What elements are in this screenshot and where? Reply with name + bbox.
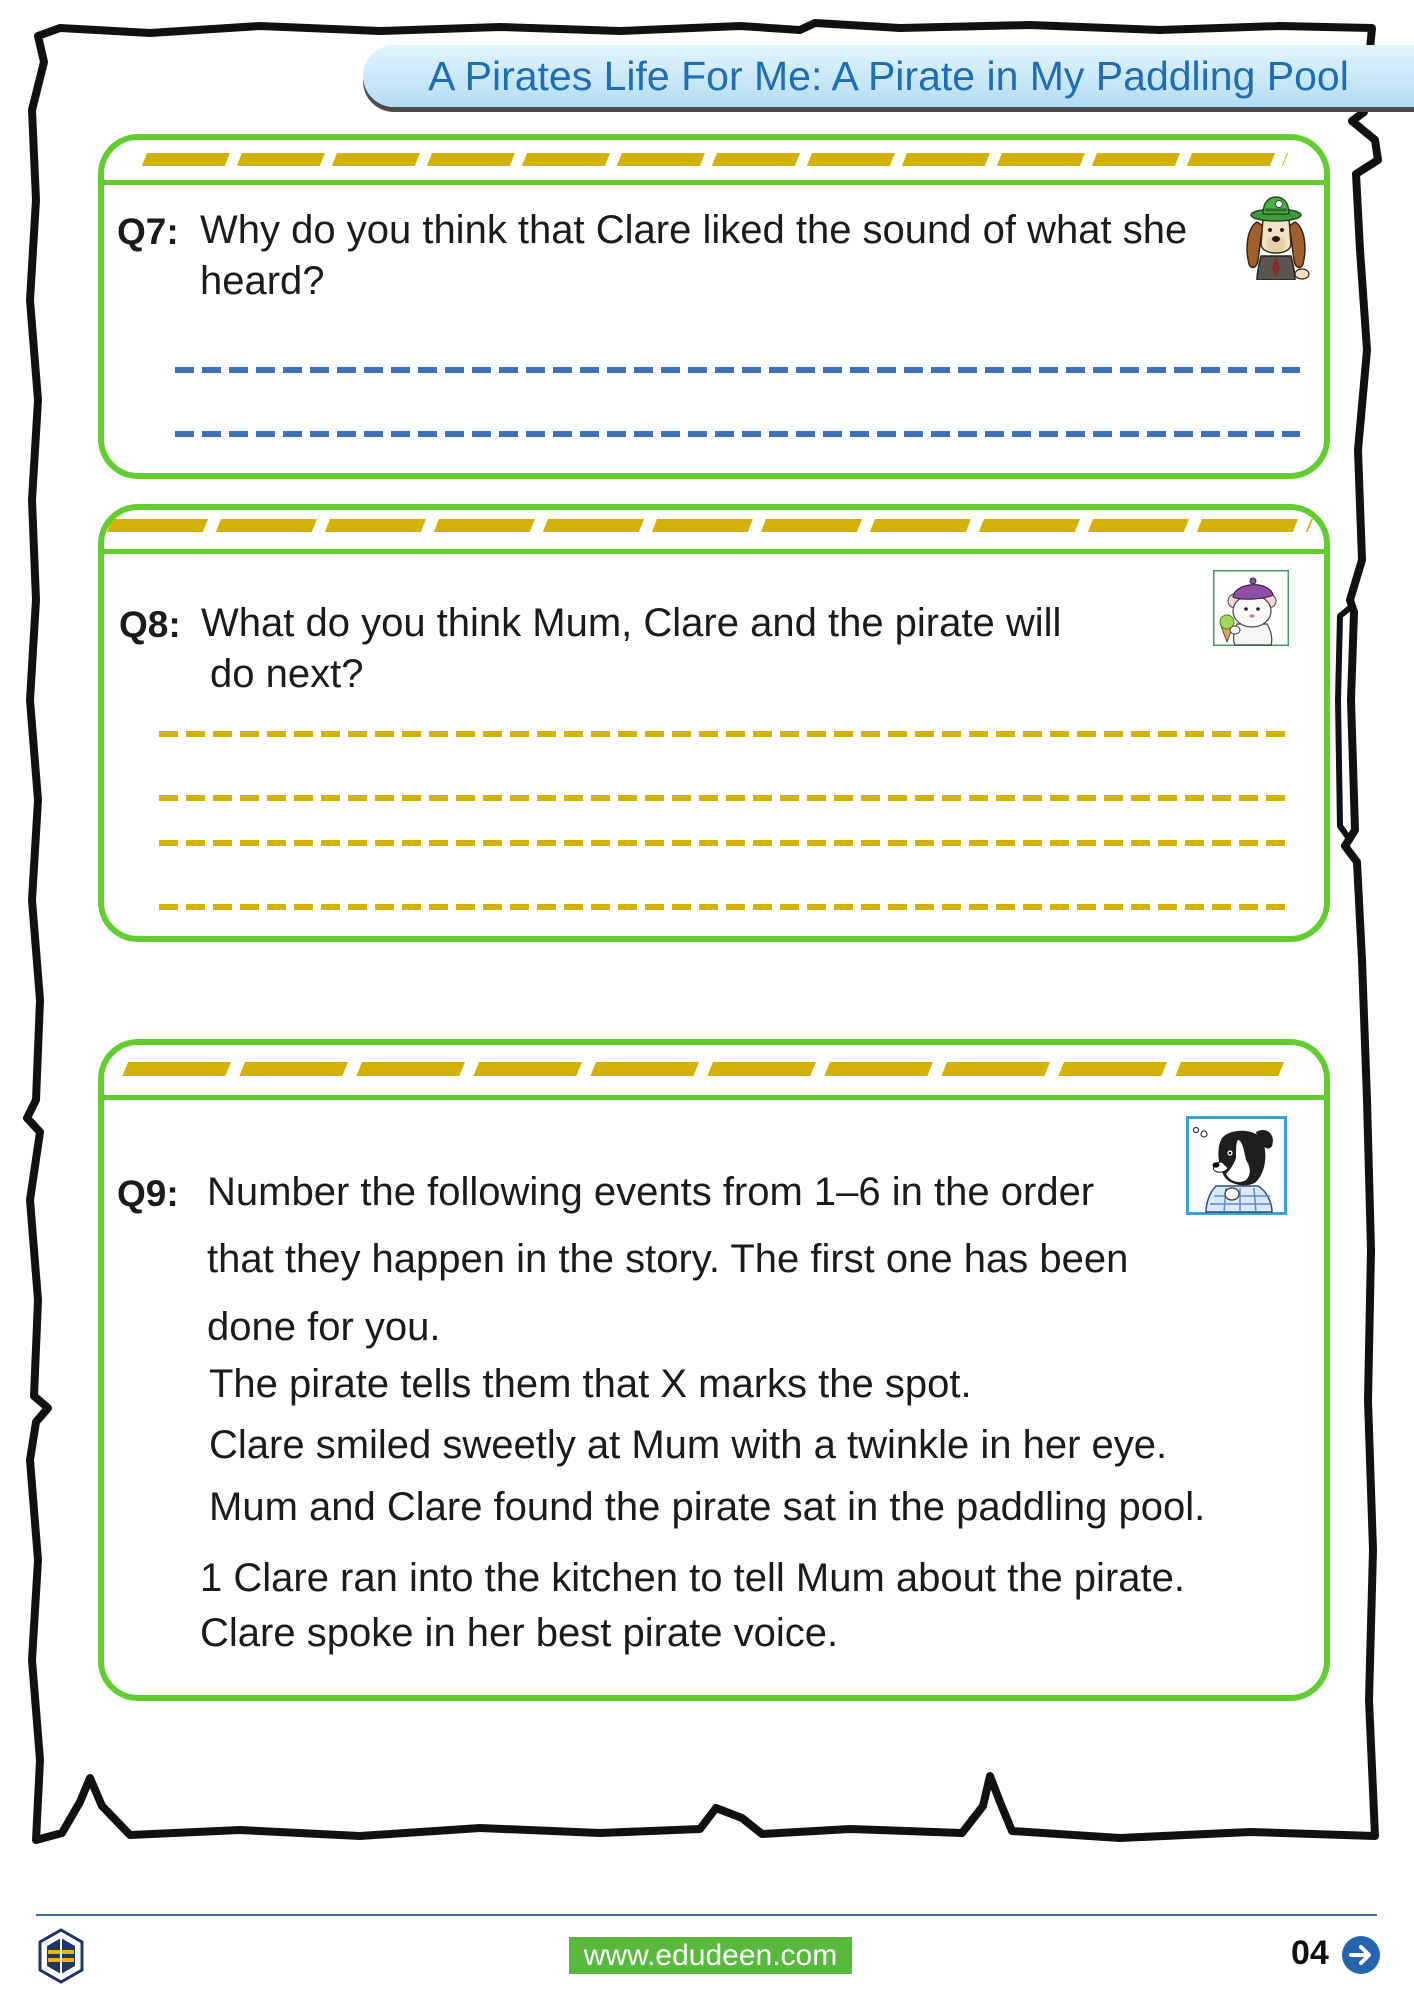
question-text-line: Number the following events from 1–6 in the order bbox=[207, 1170, 1095, 1214]
story-event-item: 1 Clare ran into the kitchen to tell Mum about the pirate. bbox=[200, 1556, 1185, 1600]
story-event-item: Clare smiled sweetly at Mum with a twinkle in her eye. bbox=[209, 1423, 1168, 1467]
title-banner bbox=[363, 45, 1414, 107]
hound-with-green-hat-icon bbox=[1239, 194, 1313, 280]
thinking-dog-icon bbox=[1186, 1116, 1287, 1215]
question-text-line: Why do you think that Clare liked the sound of what she bbox=[200, 208, 1188, 252]
story-event-item: Mum and Clare found the pirate sat in the paddling pool. bbox=[209, 1485, 1206, 1529]
answer-line bbox=[175, 367, 1300, 373]
answer-line bbox=[159, 840, 1285, 846]
answer-line bbox=[159, 731, 1285, 737]
question-text-line: What do you think Mum, Clare and the pirate will bbox=[201, 601, 1062, 645]
edudeen-logo-icon bbox=[38, 1928, 84, 1984]
website-link[interactable]: www.edudeen.com bbox=[569, 1937, 852, 1974]
answer-line bbox=[159, 795, 1285, 801]
page-number: 04 bbox=[1291, 1934, 1329, 1972]
answer-line bbox=[175, 431, 1300, 437]
question-9-box bbox=[98, 1039, 1330, 1701]
header-divider bbox=[104, 180, 1324, 185]
header-divider bbox=[104, 549, 1324, 554]
gold-dash-strip bbox=[122, 1062, 1294, 1076]
question-label: Q8: bbox=[119, 604, 181, 645]
page-title: A Pirates Life For Me: A Pirate in My Paddling Pool bbox=[428, 53, 1349, 99]
question-8-box bbox=[98, 504, 1330, 942]
question-text-line: done for you. bbox=[207, 1305, 441, 1349]
question-text-line: heard? bbox=[200, 259, 325, 303]
question-label: Q9: bbox=[117, 1173, 179, 1214]
footer-divider bbox=[36, 1914, 1377, 1916]
gold-dash-strip bbox=[107, 519, 1313, 532]
header-divider bbox=[104, 1095, 1324, 1100]
story-event-item: Clare spoke in her best pirate voice. bbox=[200, 1611, 839, 1655]
story-event-item: The pirate tells them that X marks the spot. bbox=[209, 1362, 972, 1406]
question-text-line: that they happen in the story. The first one has been bbox=[207, 1237, 1129, 1281]
question-text-line: do next? bbox=[210, 652, 364, 696]
hamster-with-purple-hat-icon bbox=[1213, 570, 1289, 646]
question-label: Q7: bbox=[117, 211, 179, 252]
next-page-arrow-icon[interactable] bbox=[1341, 1935, 1381, 1975]
gold-dash-strip bbox=[142, 153, 1288, 166]
answer-line bbox=[159, 904, 1285, 910]
question-7-box bbox=[98, 134, 1330, 479]
